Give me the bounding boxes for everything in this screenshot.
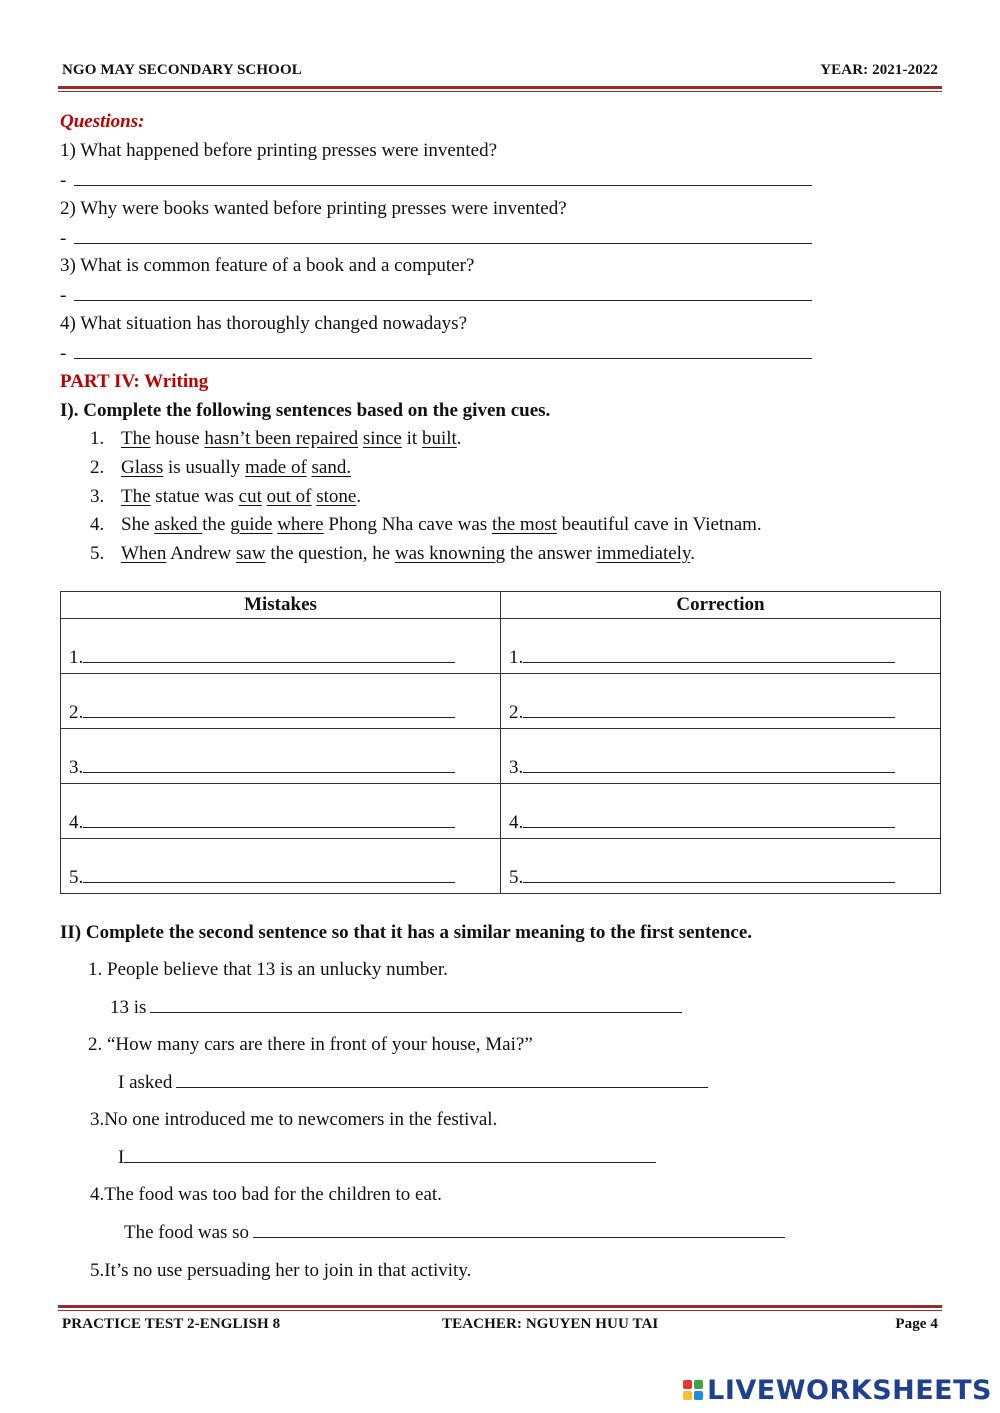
- underlined-cue: guide: [230, 514, 273, 535]
- transform-prompt-1: 1. People believe that 13 is an unlucky number.: [88, 959, 448, 980]
- transform-prompt-2: 2. “How many cars are there in front of your house, Mai?”: [88, 1034, 533, 1055]
- sentence-text: Andrew: [166, 543, 237, 564]
- mistake-number: 2.: [69, 702, 84, 723]
- question-2: 2) Why were books wanted before printing presses were invented?: [60, 198, 567, 219]
- correction-number: 3.: [509, 757, 524, 778]
- school-name: NGO MAY SECONDARY SCHOOL: [62, 62, 302, 78]
- header-rule: [58, 86, 942, 89]
- underlined-cue: The: [121, 486, 151, 507]
- error-sentence: [90, 486, 361, 508]
- sentence-text: is usually: [163, 457, 246, 478]
- sentence-text: .: [356, 486, 362, 507]
- school-year: YEAR: 2021-2022: [820, 62, 938, 78]
- col-mistakes: Mistakes: [61, 592, 501, 619]
- underlined-cue: immediately: [596, 543, 691, 564]
- header-rule-thin: [58, 91, 942, 92]
- answer-line-1[interactable]: [60, 170, 812, 192]
- correction-blank[interactable]: [523, 868, 895, 883]
- table-row: [61, 674, 941, 729]
- footer-test-title: PRACTICE TEST 2-ENGLISH 8: [62, 1316, 281, 1332]
- underlined-cue: The: [121, 428, 151, 449]
- correction-cell[interactable]: [501, 619, 941, 674]
- sentence-text: the: [202, 514, 231, 535]
- answer-line-2[interactable]: [60, 228, 812, 250]
- col-correction: Correction: [501, 592, 941, 619]
- mistake-blank[interactable]: [83, 813, 455, 828]
- transform-answer-3[interactable]: I: [118, 1147, 656, 1169]
- error-sentence: [90, 457, 351, 479]
- answer-dash: -: [60, 228, 67, 249]
- answer-dash: -: [60, 170, 67, 191]
- sentence-number: 1.: [90, 428, 105, 449]
- error-sentence: [90, 514, 762, 536]
- correction-blank[interactable]: [523, 648, 895, 663]
- logo-text: LIVEWORKSHEETS: [707, 1375, 992, 1406]
- sentence-text: it: [401, 428, 422, 449]
- mistakes-correction-table: [60, 591, 941, 894]
- correction-number: 1.: [509, 647, 524, 668]
- sentence-text: the question, he: [265, 543, 395, 564]
- sentence-text: house: [150, 428, 205, 449]
- answer-line-3[interactable]: [60, 285, 812, 307]
- section1-instruction: I). Complete the following sentences based on the given cues.: [60, 400, 551, 421]
- mistake-cell[interactable]: [61, 619, 501, 674]
- correction-number: 4.: [509, 812, 524, 833]
- correction-blank[interactable]: [523, 703, 895, 718]
- mistake-cell[interactable]: [61, 839, 501, 894]
- underlined-cue: sand.: [311, 457, 352, 478]
- underlined-cue: saw: [236, 543, 266, 564]
- footer-page-number: Page 4: [895, 1316, 938, 1332]
- answer-dash: -: [60, 285, 67, 306]
- sentence-text: .: [456, 428, 462, 449]
- table-row: [61, 619, 941, 674]
- underlined-cue: cut: [238, 486, 262, 507]
- sentence-text: .: [690, 543, 695, 564]
- sentence-number: 2.: [90, 457, 105, 478]
- mistake-cell[interactable]: [61, 784, 501, 839]
- sentence-text: She: [121, 514, 155, 535]
- footer-rule: [58, 1305, 942, 1308]
- mistake-number: 5.: [69, 867, 84, 888]
- transform-prompt-3: 3.No one introduced me to newcomers in the festival.: [90, 1109, 498, 1130]
- sentence-text: the answer: [505, 543, 597, 564]
- underlined-cue: When: [121, 543, 167, 564]
- correction-number: 2.: [509, 702, 524, 723]
- underlined-cue: where: [277, 514, 324, 535]
- underlined-cue: Glass: [121, 457, 164, 478]
- mistake-number: 1.: [69, 647, 84, 668]
- answer-dash: -: [60, 343, 67, 364]
- error-sentence: [90, 428, 462, 450]
- correction-cell[interactable]: [501, 729, 941, 784]
- underlined-cue: since: [362, 428, 402, 449]
- sentence-text: statue was: [150, 486, 239, 507]
- mistake-blank[interactable]: [83, 758, 455, 773]
- sentence-number: 5.: [90, 543, 105, 564]
- underlined-cue: made of: [245, 457, 307, 478]
- table-row: [61, 784, 941, 839]
- transform-prompt-4: 4.The food was too bad for the children to eat.: [90, 1184, 442, 1205]
- question-3: 3) What is common feature of a book and a computer?: [60, 255, 475, 276]
- answer-line-4[interactable]: [60, 343, 812, 365]
- table-row: [61, 729, 941, 784]
- transform-prompt-5: 5.It’s no use persuading her to join in that activity.: [90, 1260, 472, 1281]
- footer-rule-thin: [58, 1310, 942, 1311]
- sentence-number: 3.: [90, 486, 105, 507]
- mistake-cell[interactable]: [61, 674, 501, 729]
- sentence-number: 4.: [90, 514, 105, 535]
- correction-cell[interactable]: [501, 674, 941, 729]
- liveworksheets-logo[interactable]: [683, 1375, 992, 1406]
- liveworksheets-logo-icon: [683, 1380, 705, 1402]
- underlined-cue: was knowning: [394, 543, 506, 564]
- correction-cell[interactable]: [501, 839, 941, 894]
- question-4: 4) What situation has thoroughly changed nowadays?: [60, 313, 467, 334]
- table-row: [61, 839, 941, 894]
- correction-cell[interactable]: [501, 784, 941, 839]
- sentence-text: Phong Nha cave was: [323, 514, 492, 535]
- correction-number: 5.: [509, 867, 524, 888]
- mistake-blank[interactable]: [83, 868, 455, 883]
- mistake-number: 4.: [69, 812, 84, 833]
- mistake-cell[interactable]: [61, 729, 501, 784]
- correction-blank[interactable]: [523, 758, 895, 773]
- question-1: 1) What happened before printing presses were invented?: [60, 140, 498, 161]
- transform-answer-1[interactable]: 13 is: [110, 997, 682, 1019]
- underlined-cue: stone: [316, 486, 357, 507]
- mistake-blank[interactable]: [83, 703, 455, 718]
- underlined-cue: asked: [154, 514, 203, 535]
- section2-instruction: II) Complete the second sentence so that it has a similar meaning to the first sentence.: [60, 922, 753, 943]
- error-sentence: [90, 543, 695, 565]
- underlined-cue: the most: [491, 514, 557, 535]
- transform-answer-2[interactable]: I asked: [118, 1072, 708, 1094]
- underlined-cue: hasn’t been repaired: [204, 428, 359, 449]
- underlined-cue: out of: [266, 486, 312, 507]
- sentence-text: beautiful cave in Vietnam.: [556, 514, 762, 535]
- transform-answer-4[interactable]: The food was so: [124, 1222, 785, 1244]
- part4-title: PART IV: Writing: [60, 371, 209, 392]
- correction-blank[interactable]: [523, 813, 895, 828]
- underlined-cue: built: [421, 428, 457, 449]
- mistake-blank[interactable]: [83, 648, 455, 663]
- footer-teacher: TEACHER: NGUYEN HUU TAI: [442, 1316, 659, 1332]
- questions-heading: Questions:: [60, 111, 145, 132]
- mistake-number: 3.: [69, 757, 84, 778]
